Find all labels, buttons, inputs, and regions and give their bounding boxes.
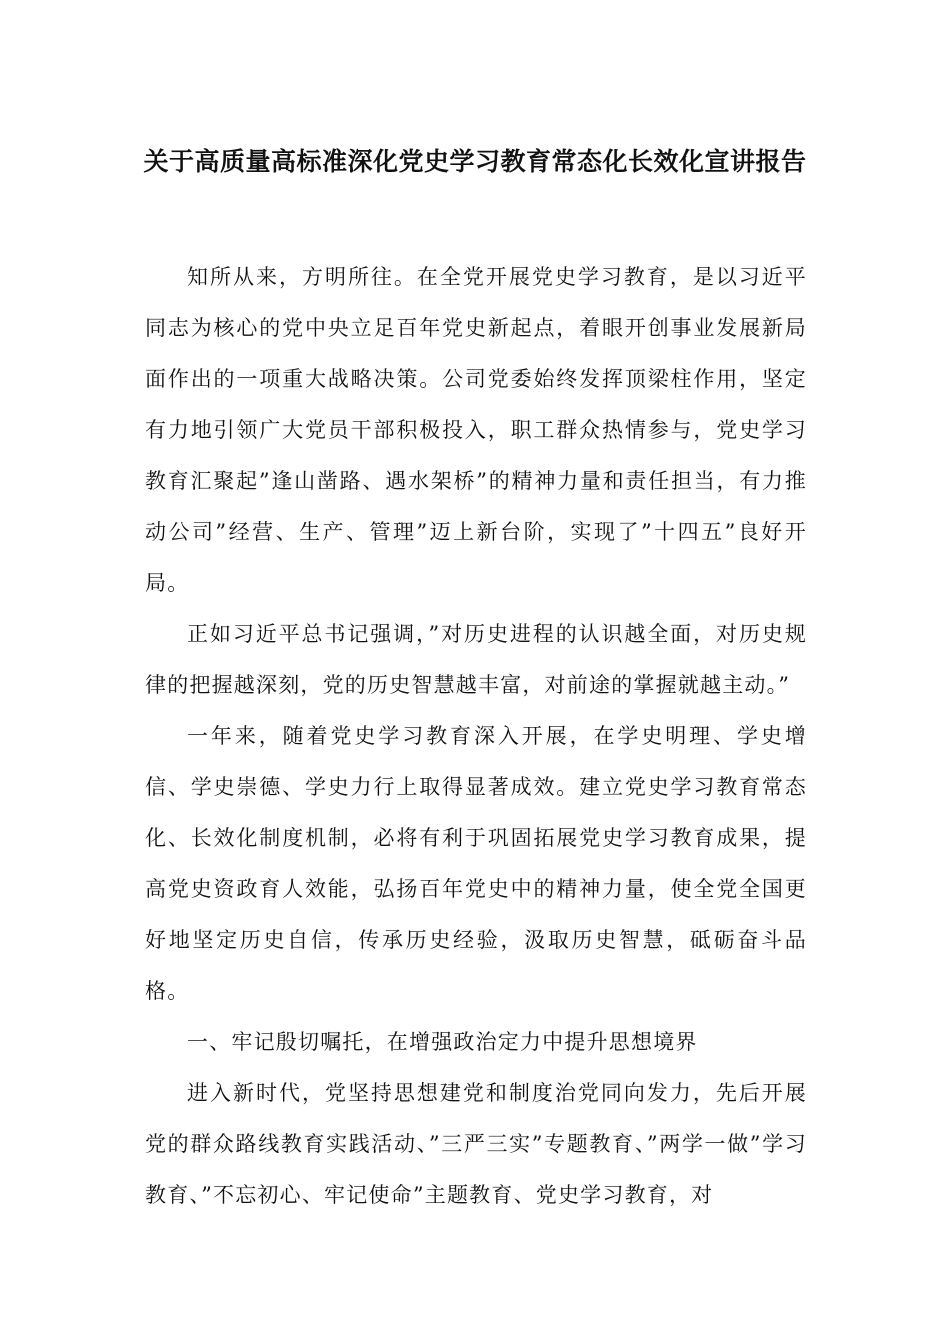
paragraph-quote: 正如习近平总书记强调，”对历史进程的认识越全面，对历史规律的把握越深刻，党的历史智慧越丰富，对前途的掌握就越主动。” bbox=[145, 622, 807, 697]
section-heading: 一、牢记殷切嘱托，在增强政治定力中提升思想境界 bbox=[187, 1030, 698, 1054]
document-title: 关于高质量高标准深化党史学习教育常态化长效化宣讲报告 bbox=[143, 147, 807, 176]
paragraph-intro: 知所从来，方明所往。在全党开展党史学习教育，是以习近平同志为核心的党中央立足百年党史新起点，着眼开创事业发展新局面作出的一项重大战略决策。公司党委始终发挥顶梁柱作用，坚定有力地引领广大党员干部积极投入，职工群众热情参与，党史学习教育汇聚起”逢山凿路、遇水架桥”的精神力量和责任担当，有力推动公司”经营、生产、管理”迈上新台阶，实现了”十四五”良好开局。 bbox=[145, 265, 807, 595]
document-body bbox=[145, 252, 807, 1221]
section-paragraph: 进入新时代，党坚持思想建党和制度治党同向发力，先后开展党的群众路线教育实践活动、”三严三实”专题教育、”两学一做”学习教育、”不忘初心、牢记使命”主题教育、党史学习教育，对 bbox=[145, 1081, 807, 1207]
paragraph-achievements: 一年来，随着党史学习教育深入开展，在学史明理、学史增信、学史崇德、学史力行上取得显著成效。建立党史学习教育常态化、长效化制度机制，必将有利于巩固拓展党史学习教育成果，提高党史资政育人效能，弘扬百年党史中的精神力量，使全党全国更好地坚定历史自信，传承历史经验，汲取历史智慧，砥砺奋斗品格。 bbox=[145, 724, 807, 1003]
